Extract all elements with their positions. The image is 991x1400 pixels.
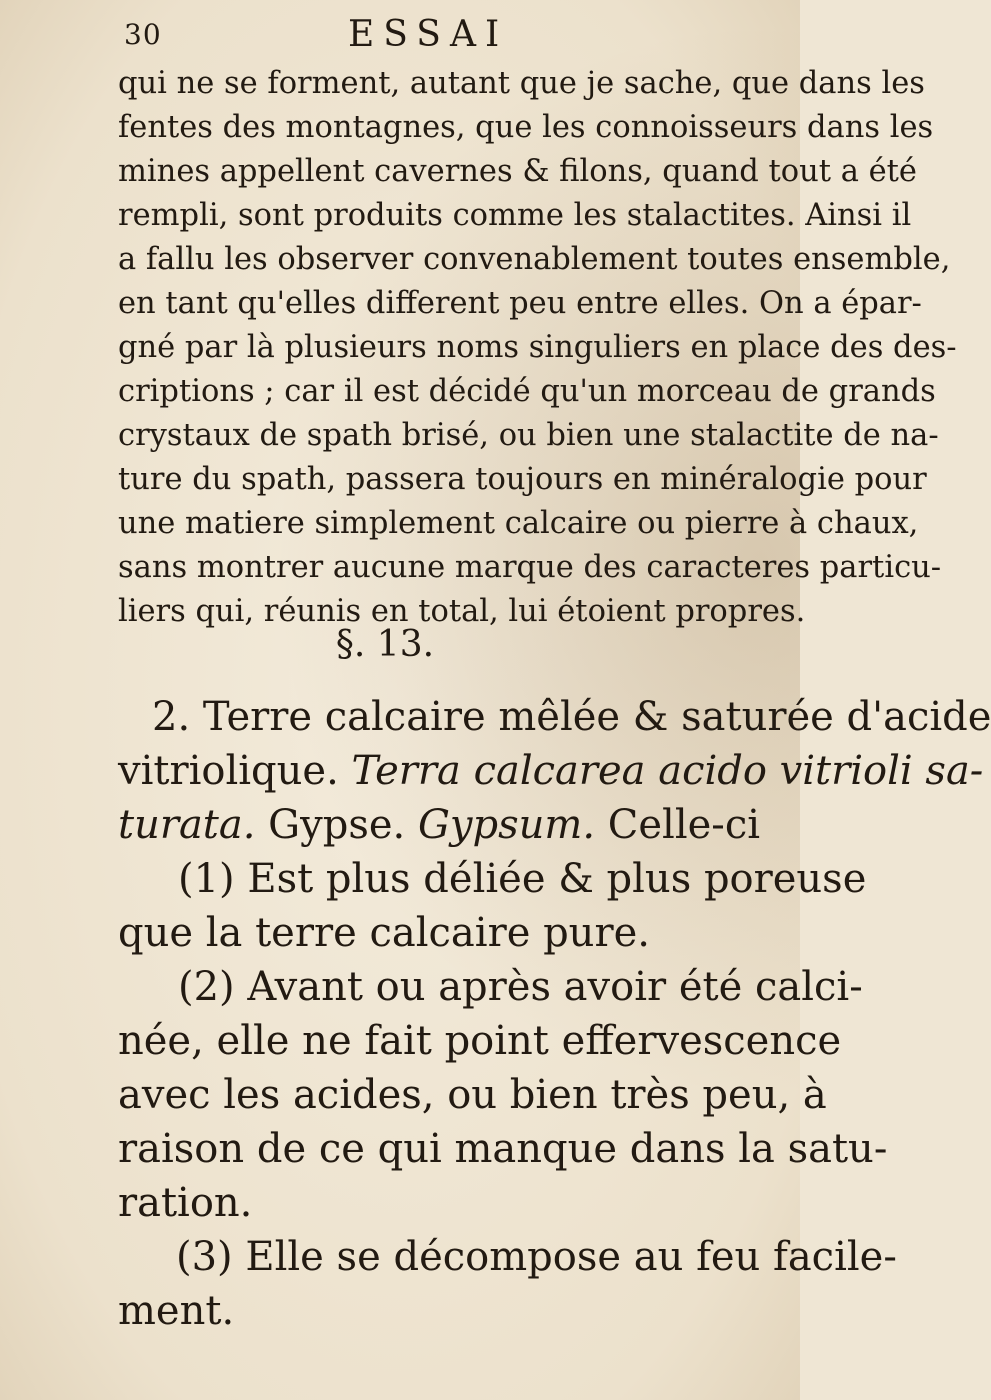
section-body — [118, 690, 991, 1338]
latin-name: Terra calcarea acido vitrioli sa- — [351, 748, 984, 794]
text-line: sans montrer aucune marque des caracteres particu- — [118, 550, 942, 585]
text-line: rempli, sont produits comme les stalactites. Ainsi il — [118, 198, 912, 233]
list-item: (1) Est plus déliée & plus poreuse — [178, 856, 867, 902]
text-line: qui ne se forment, autant que je sache, que dans les — [118, 66, 925, 101]
section-number: §. 13. — [335, 624, 435, 665]
list-item: que la terre calcaire pure. — [118, 910, 650, 956]
page-number: 30 — [124, 18, 162, 51]
text-line: a fallu les observer convenablement toutes ensemble, — [118, 242, 951, 277]
heading-line: 2. Terre calcaire mêlée & saturée d'acide — [152, 694, 991, 740]
list-item: ration. — [118, 1180, 253, 1226]
text-line: ture du spath, passera toujours en minéralogie pour — [118, 462, 927, 497]
running-title: ESSAI — [348, 14, 509, 55]
list-item: née, elle ne fait point effervescence — [118, 1018, 842, 1064]
heading-line — [118, 798, 778, 852]
text-line: liers qui, réunis en total, lui étoient propres. — [118, 594, 806, 629]
text-line: mines appellent cavernes & filons, quand tout a été — [118, 154, 917, 189]
text-line: crystaux de spath brisé, ou bien une stalactite de na- — [118, 418, 939, 453]
text-line: une matiere simplement calcaire ou pierre à chaux, — [118, 506, 919, 541]
list-item: avec les acides, ou bien très peu, à — [118, 1072, 827, 1118]
text-line: en tant qu'elles different peu entre elles. On a épar- — [118, 286, 922, 321]
list-item: ment. — [118, 1288, 235, 1334]
page-header — [118, 14, 738, 58]
latin-name: Gypsum. — [417, 802, 608, 848]
heading-text: Celle-ci — [607, 802, 761, 848]
text-line: gné par là plusieurs noms singuliers en place des des- — [118, 330, 957, 365]
heading-text: vitriolique. — [118, 748, 352, 794]
text-line: criptions ; car il est décidé qu'un morceau de grands — [118, 374, 936, 409]
list-item: (3) Elle se décompose au feu facile- — [176, 1234, 897, 1280]
heading-line — [118, 744, 984, 798]
list-item: raison de ce qui manque dans la satu- — [118, 1126, 888, 1172]
french-name: Gypse. — [268, 802, 418, 848]
paragraph-continued — [118, 62, 957, 634]
latin-name: turata. — [118, 802, 269, 848]
text-line: fentes des montagnes, que les connoisseurs dans les — [118, 110, 934, 145]
list-item: (2) Avant ou après avoir été calci- — [178, 964, 863, 1010]
